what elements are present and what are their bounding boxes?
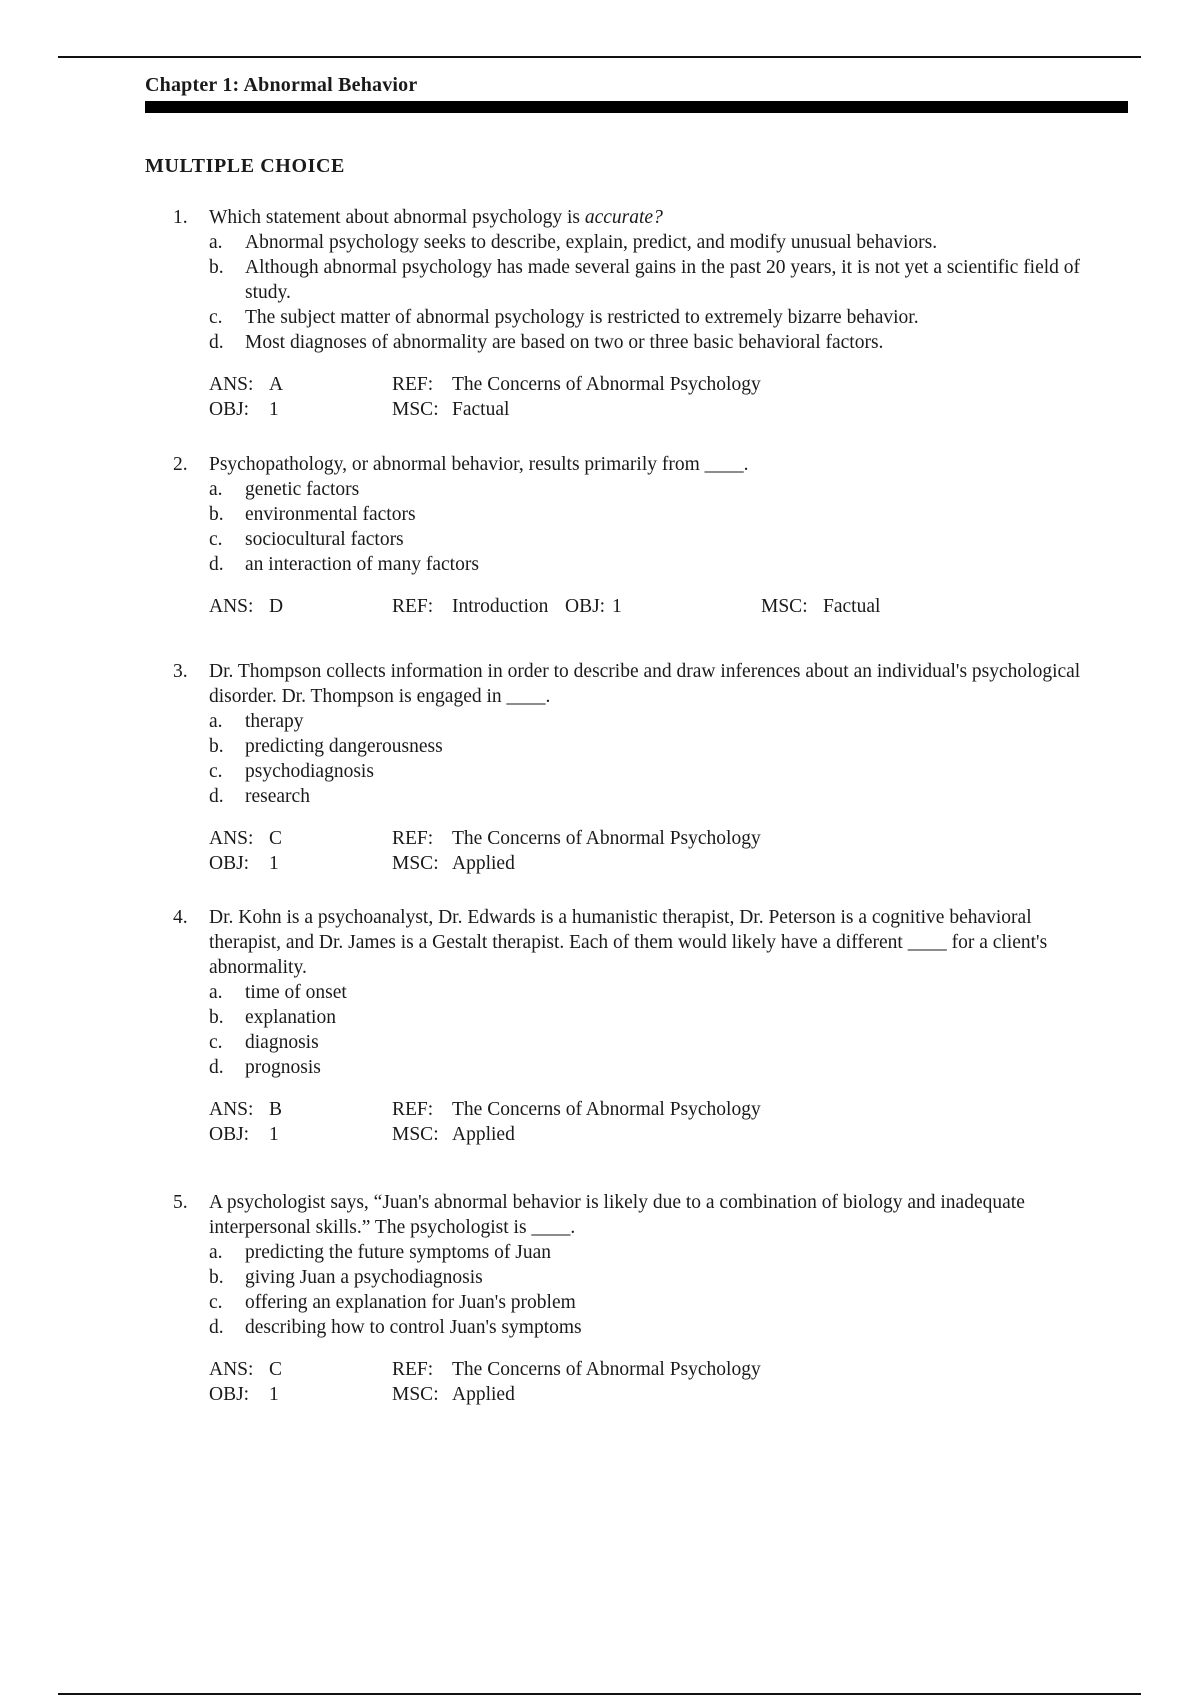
msc-label: MSC: <box>392 853 439 874</box>
choice-text: genetic factors <box>245 479 360 500</box>
choice-text: The subject matter of abnormal psychology is restricted to extremely bizarre behavior. <box>245 307 919 328</box>
ans-value: B <box>269 1099 283 1120</box>
choice-letter: a. <box>209 1242 223 1263</box>
choice-text: describing how to control Juan's symptoms <box>245 1317 582 1338</box>
obj-label: OBJ: <box>565 596 606 617</box>
choice-letter: b. <box>209 504 224 525</box>
choice-letter: a. <box>209 982 223 1003</box>
ans-label: ANS: <box>209 828 254 849</box>
answer-choice <box>145 255 1105 305</box>
obj-value: 1 <box>269 1124 279 1145</box>
section-heading: MULTIPLE CHOICE <box>145 155 345 177</box>
ans-value: A <box>269 374 284 395</box>
obj-label: OBJ: <box>209 1384 250 1405</box>
question-stem <box>209 452 1105 477</box>
question-number: 1. <box>173 207 188 228</box>
answer-choice <box>145 1290 1105 1315</box>
question-stem-text: Which statement about abnormal psychology is <box>209 207 585 228</box>
ref-label: REF: <box>392 1359 434 1380</box>
answer-choice <box>145 477 1105 502</box>
choice-text: explanation <box>245 1007 336 1028</box>
question-stem-text: Dr. Thompson collects information in order to describe and draw inferences about an individual's psychological disorder. Dr. Thompson is engaged in ____. <box>209 661 1081 707</box>
ans-label: ANS: <box>209 1099 254 1120</box>
choice-text: prognosis <box>245 1057 321 1078</box>
msc-label: MSC: <box>392 1124 439 1145</box>
choice-text: diagnosis <box>245 1032 319 1053</box>
answer-choice <box>145 502 1105 527</box>
choice-letter: a. <box>209 232 223 253</box>
question-stem-text: Dr. Kohn is a psychoanalyst, Dr. Edwards is a humanistic therapist, Dr. Peterson is a cognitive behavioral therapist, and Dr. James is a Gestalt therapist. Each of them would likely have a different ____ for a client's abnormality. <box>209 907 1048 978</box>
top-rule <box>58 56 1141 58</box>
choice-letter: d. <box>209 1057 224 1078</box>
choice-text: predicting dangerousness <box>245 736 443 757</box>
ans-value: D <box>269 596 284 617</box>
choice-text: Abnormal psychology seeks to describe, explain, predict, and modify unusual behaviors. <box>245 232 938 253</box>
choice-letter: b. <box>209 736 224 757</box>
choice-letter: c. <box>209 529 223 550</box>
ans-label: ANS: <box>209 374 254 395</box>
choice-letter: b. <box>209 1007 224 1028</box>
answer-key <box>145 826 1105 876</box>
ans-value: C <box>269 1359 283 1380</box>
answer-key <box>145 1357 1105 1407</box>
question-stem-line <box>145 659 1105 709</box>
choice-text: predicting the future symptoms of Juan <box>245 1242 551 1263</box>
question-stem <box>209 1190 1105 1240</box>
answer-choice <box>145 305 1105 330</box>
choice-letter: c. <box>209 761 223 782</box>
choice-letter: d. <box>209 554 224 575</box>
answer-choice <box>145 1055 1105 1080</box>
answer-choice <box>145 552 1105 577</box>
choice-text: psychodiagnosis <box>245 761 374 782</box>
choice-text: giving Juan a psychodiagnosis <box>245 1267 483 1288</box>
answer-choice <box>145 734 1105 759</box>
ans-label: ANS: <box>209 596 254 617</box>
ref-value: The Concerns of Abnormal Psychology <box>452 828 761 849</box>
answer-choice <box>145 1315 1105 1340</box>
choice-letter: c. <box>209 1292 223 1313</box>
answer-choice <box>145 1005 1105 1030</box>
obj-value: 1 <box>269 399 279 420</box>
choice-text: environmental factors <box>245 504 416 525</box>
choice-letter: a. <box>209 711 223 732</box>
bottom-rule <box>58 1693 1141 1695</box>
choice-text: sociocultural factors <box>245 529 404 550</box>
choice-letter: d. <box>209 1317 224 1338</box>
ref-label: REF: <box>392 596 434 617</box>
choice-text: offering an explanation for Juan's problem <box>245 1292 576 1313</box>
obj-value: 1 <box>612 596 622 617</box>
answer-choice <box>145 709 1105 734</box>
obj-label: OBJ: <box>209 399 250 420</box>
answer-choice <box>145 759 1105 784</box>
question-number: 2. <box>173 454 188 475</box>
title-bar <box>145 101 1128 113</box>
question-stem-line <box>145 905 1105 980</box>
choice-text: Most diagnoses of abnormality are based on two or three basic behavioral factors. <box>245 332 884 353</box>
choice-letter: d. <box>209 332 224 353</box>
answer-choice <box>145 784 1105 809</box>
msc-value: Applied <box>452 853 515 874</box>
question-stem <box>209 205 1105 230</box>
ref-label: REF: <box>392 1099 434 1120</box>
msc-value: Factual <box>823 596 881 617</box>
answer-choice <box>145 527 1105 552</box>
question <box>145 905 1105 1147</box>
question-stem <box>209 659 1105 709</box>
ref-value: The Concerns of Abnormal Psychology <box>452 1099 761 1120</box>
question-stem <box>209 905 1105 980</box>
question-stem-line <box>145 205 1105 230</box>
question-stem-line <box>145 1190 1105 1240</box>
choice-letter: b. <box>209 1267 224 1288</box>
msc-value: Applied <box>452 1124 515 1145</box>
question <box>145 452 1105 619</box>
msc-value: Factual <box>452 399 510 420</box>
ans-value: C <box>269 828 283 849</box>
ref-label: REF: <box>392 374 434 395</box>
choice-text: research <box>245 786 310 807</box>
chapter-title: Chapter 1: Abnormal Behavior <box>145 74 418 96</box>
question <box>145 1190 1105 1407</box>
answer-choice <box>145 1030 1105 1055</box>
obj-label: OBJ: <box>209 853 250 874</box>
choice-text: therapy <box>245 711 304 732</box>
choice-text: an interaction of many factors <box>245 554 479 575</box>
choice-text: Although abnormal psychology has made several gains in the past 20 years, it is not yet a scientific field of study. <box>245 257 1081 303</box>
msc-label: MSC: <box>392 399 439 420</box>
question-stem-text: A psychologist says, “Juan's abnormal behavior is likely due to a combination of biology and inadequate interpersonal skills.” The psychologist is ____. <box>209 1192 1025 1238</box>
question-number: 4. <box>173 907 188 928</box>
choice-text: time of onset <box>245 982 347 1003</box>
question-stem-emphasis: accurate? <box>584 207 663 228</box>
msc-label: MSC: <box>392 1384 439 1405</box>
choice-letter: b. <box>209 257 224 278</box>
answer-choice <box>145 330 1105 355</box>
answer-key <box>145 372 1105 422</box>
obj-value: 1 <box>269 1384 279 1405</box>
answer-choice <box>145 1240 1105 1265</box>
ans-label: ANS: <box>209 1359 254 1380</box>
question <box>145 659 1105 876</box>
obj-value: 1 <box>269 853 279 874</box>
question-number: 3. <box>173 661 188 682</box>
choice-letter: a. <box>209 479 223 500</box>
ref-value: Introduction <box>452 596 549 617</box>
answer-choice <box>145 1265 1105 1290</box>
answer-choice <box>145 230 1105 255</box>
question-stem-text: Psychopathology, or abnormal behavior, results primarily from ____. <box>209 454 749 475</box>
ref-value: The Concerns of Abnormal Psychology <box>452 1359 761 1380</box>
choice-letter: c. <box>209 307 223 328</box>
answer-key <box>145 1097 1105 1147</box>
answer-choice <box>145 980 1105 1005</box>
choice-letter: c. <box>209 1032 223 1053</box>
msc-value: Applied <box>452 1384 515 1405</box>
question <box>145 205 1105 422</box>
question-number: 5. <box>173 1192 188 1213</box>
choice-letter: d. <box>209 786 224 807</box>
obj-label: OBJ: <box>209 1124 250 1145</box>
ref-value: The Concerns of Abnormal Psychology <box>452 374 761 395</box>
question-stem-line <box>145 452 1105 477</box>
ref-label: REF: <box>392 828 434 849</box>
msc-label: MSC: <box>761 596 808 617</box>
answer-key <box>145 594 1105 619</box>
